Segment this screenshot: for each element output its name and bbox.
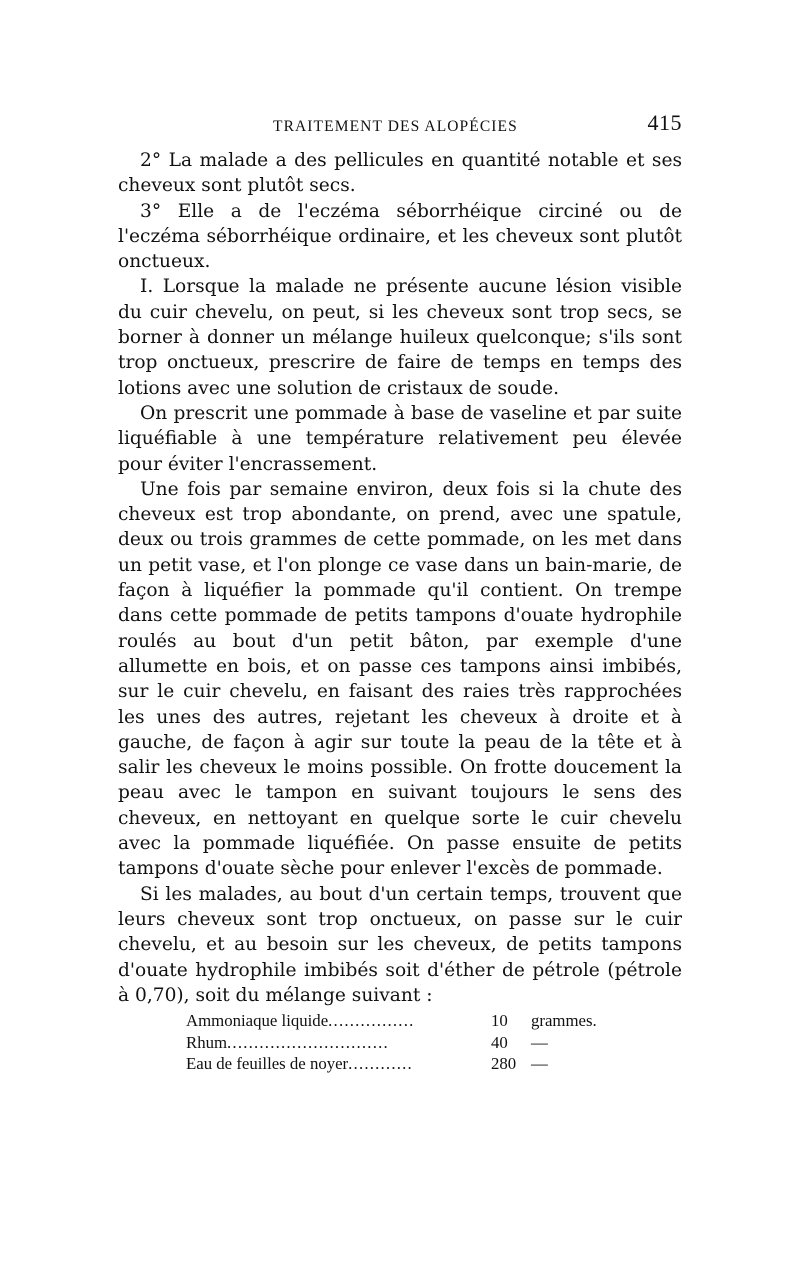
running-head xyxy=(118,108,682,148)
ingredient-quantity: 10 xyxy=(491,1011,508,1031)
recipe-row xyxy=(186,1032,682,1054)
book-page xyxy=(118,108,682,1075)
paragraph-section-1: I. Lorsque la malade ne présente aucune lésion visible du cuir chevelu, on peut, si les cheveux sont trop secs, se borner à donner un mélange huileux quelconque; s'ils sont trop onctueux, prescrire de faire de temps en temps des lotions avec une solution de cristaux de soude. xyxy=(118,276,682,399)
ingredient-unit: grammes. xyxy=(531,1011,597,1031)
paragraph-pommade: On prescrit une pommade à base de vaseline et par suite liquéfiable à une température relativement peu élevée pour éviter l'encrassement. xyxy=(118,402,682,475)
recipe-row xyxy=(186,1010,682,1032)
ingredient-name: Eau de feuilles de noyer xyxy=(186,1054,349,1074)
paragraph-item-3: 3° Elle a de l'eczéma séborrhéique circiné ou de l'eczéma séborrhéique ordinaire, et les cheveux sont plutôt onctueux. xyxy=(118,200,682,273)
paragraph-item-2: 2° La malade a des pellicules en quantité notable et ses cheveux sont plutôt secs. xyxy=(118,150,682,197)
leader-dots: ................ xyxy=(328,1011,415,1031)
running-title: TRAITEMENT DES ALOPÉCIES xyxy=(273,118,518,135)
ingredient-name: Rhum xyxy=(186,1032,228,1052)
paragraph-onctueux: Si les malades, au bout d'un certain temps, trouvent que leurs cheveux sont trop onctueux, on passe sur le cuir chevelu, et au besoin sur les cheveux, de petits tampons d'ouate hydrophile imbibés soit d'éther de pétrole (pétrole à 0,70), soit du mélange suivant : xyxy=(118,883,682,1006)
recipe-row xyxy=(186,1053,682,1075)
body-text xyxy=(118,148,682,1008)
ingredient-name: Ammoniaque liquide xyxy=(186,1011,329,1031)
ingredient-quantity: 280 xyxy=(491,1054,517,1074)
leader-dots: ............ xyxy=(348,1054,413,1074)
paragraph-application: Une fois par semaine environ, deux fois si la chute des cheveux est trop abondante, on prend, avec une spatule, deux ou trois grammes de cette pommade, on les met dans un petit vase, et l'on plonge ce vase dans un bain-marie, de façon à liquéfier la pommade qu'il contient. On trempe dans cette pommade de petits tampons d'ouate hydrophile roulés au bout d'un petit bâton, par exemple d'une allumette en bois, et on passe ces tampons ainsi imbibés, sur le cuir chevelu, en faisant des raies très rapprochées les unes des autres, rejetant les cheveux à droite et à gauche, de façon à agir sur toute la peau de la tête et à salir les cheveux le moins possible. On frotte doucement la peau avec le tampon en suivant toujours le sens des cheveux, en nettoyant en quelque sorte le cuir chevelu avec la pommade liquéfiée. On passe ensuite de petits tampons d'ouate sèche pour enlever l'excès de pommade. xyxy=(118,478,682,880)
ingredient-unit: — xyxy=(531,1032,548,1052)
leader-dots: .............................. xyxy=(227,1032,389,1052)
page-number: 415 xyxy=(647,110,682,135)
ingredient-quantity: 40 xyxy=(491,1032,508,1052)
ingredient-unit: — xyxy=(531,1054,548,1074)
recipe-list xyxy=(186,1010,682,1075)
